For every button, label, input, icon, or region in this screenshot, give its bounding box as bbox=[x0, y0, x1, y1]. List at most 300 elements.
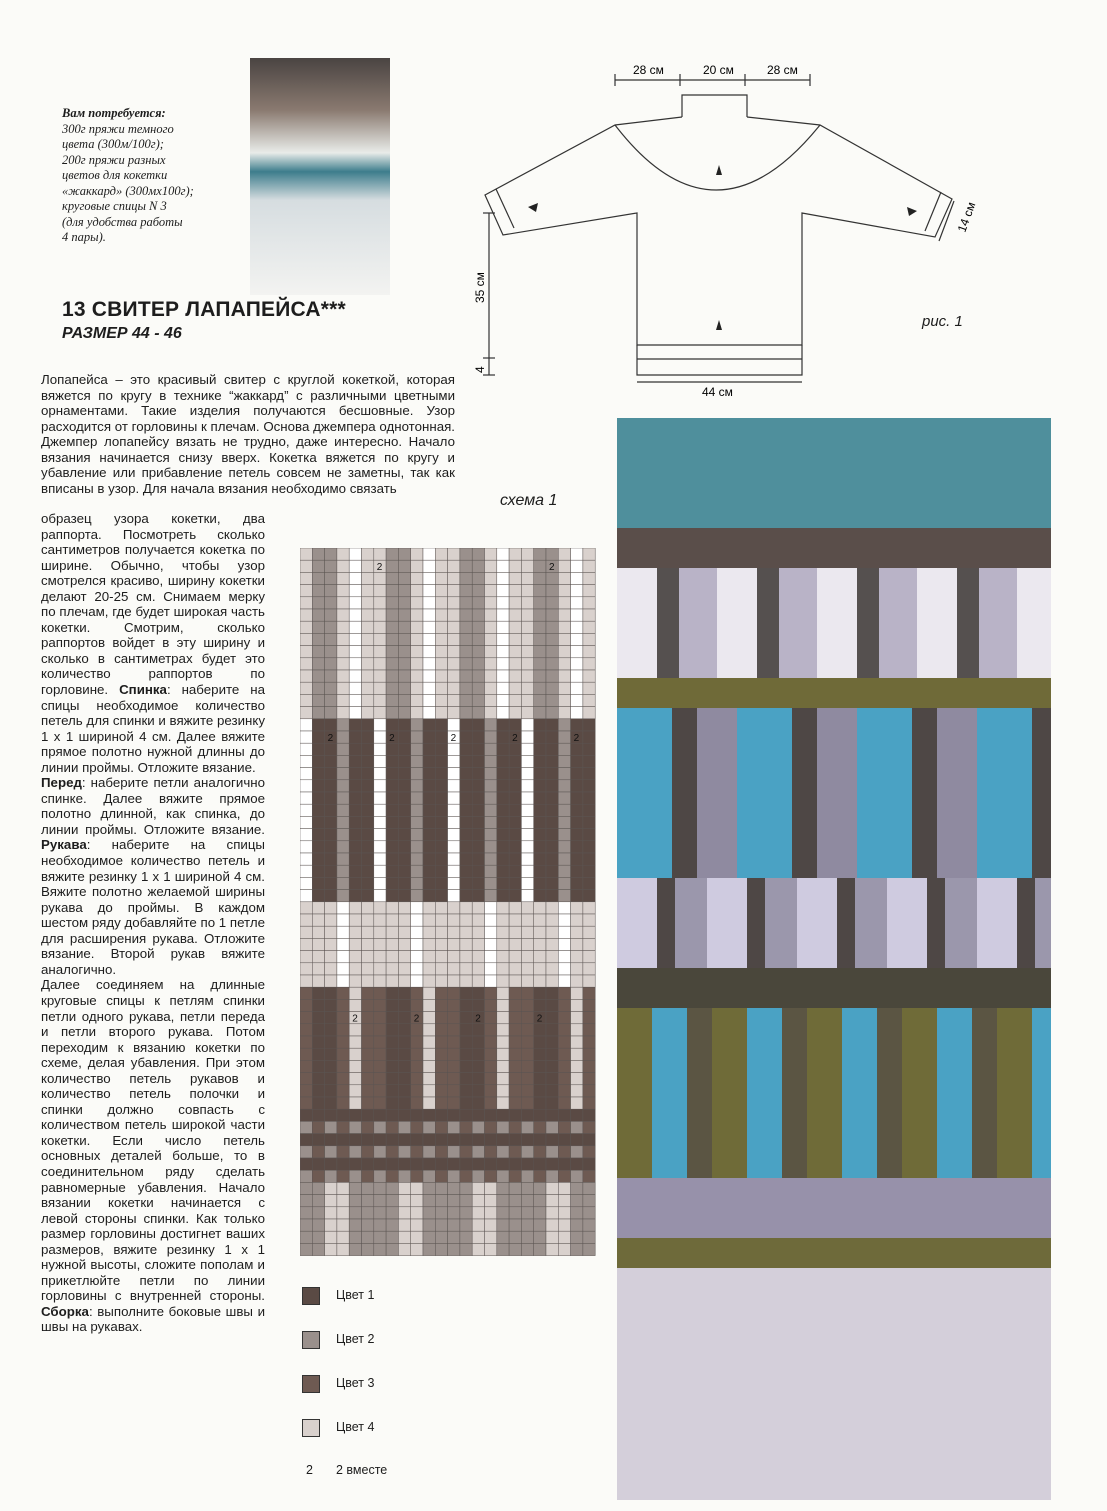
chart-cell bbox=[571, 853, 583, 865]
chart-cell bbox=[362, 1231, 374, 1243]
chart-cell bbox=[312, 755, 324, 767]
chart-cell bbox=[374, 1134, 386, 1146]
chart-cell bbox=[362, 621, 374, 633]
chart-cell bbox=[472, 682, 484, 694]
chart-cell bbox=[435, 1048, 447, 1060]
chart-cell bbox=[435, 1073, 447, 1085]
chart-cell bbox=[398, 1109, 410, 1121]
chart-cell bbox=[386, 719, 398, 731]
chart-cell bbox=[558, 853, 570, 865]
chart-cell bbox=[349, 719, 361, 731]
chart-cell bbox=[300, 572, 312, 584]
chart-cell bbox=[460, 1231, 472, 1243]
chart-cell bbox=[337, 560, 349, 572]
chart-cell bbox=[583, 1170, 595, 1182]
chart-cell bbox=[534, 1219, 546, 1231]
chart-cell bbox=[337, 1097, 349, 1109]
chart-decrease-mark: 2 bbox=[450, 733, 457, 744]
chart-cell bbox=[546, 1134, 558, 1146]
chart-cell bbox=[583, 1073, 595, 1085]
chart-cell bbox=[423, 1158, 435, 1170]
chart-cell bbox=[546, 1012, 558, 1024]
chart-cell bbox=[448, 1060, 460, 1072]
chart-cell bbox=[411, 719, 423, 731]
chart-cell bbox=[583, 914, 595, 926]
chart-cell bbox=[583, 621, 595, 633]
chart-cell bbox=[411, 560, 423, 572]
chart-cell bbox=[337, 829, 349, 841]
chart-cell bbox=[423, 951, 435, 963]
chart-cell bbox=[583, 938, 595, 950]
chart-cell bbox=[546, 951, 558, 963]
chart-cell bbox=[374, 1121, 386, 1133]
chart-cell bbox=[386, 1048, 398, 1060]
chart-cell bbox=[362, 853, 374, 865]
chart-cell bbox=[411, 1097, 423, 1109]
chart-cell bbox=[571, 694, 583, 706]
chart-cell bbox=[349, 768, 361, 780]
chart-cell bbox=[411, 1170, 423, 1182]
chart-cell bbox=[411, 768, 423, 780]
chart-cell bbox=[435, 963, 447, 975]
chart-cell bbox=[312, 719, 324, 731]
chart-cell bbox=[423, 670, 435, 682]
chart-cell bbox=[583, 926, 595, 938]
chart-cell bbox=[337, 902, 349, 914]
chart-cell bbox=[337, 768, 349, 780]
chart-cell bbox=[571, 621, 583, 633]
chart-cell bbox=[300, 1097, 312, 1109]
chart-cell bbox=[337, 841, 349, 853]
chart-cell bbox=[472, 926, 484, 938]
chart-cell bbox=[497, 902, 509, 914]
chart-cell bbox=[448, 621, 460, 633]
chart-cell bbox=[337, 1195, 349, 1207]
page-title: 13 СВИТЕР ЛАПАПЕЙСА*** bbox=[62, 298, 346, 321]
chart-cell bbox=[558, 999, 570, 1011]
chart-cell bbox=[325, 902, 337, 914]
chart-cell bbox=[435, 707, 447, 719]
chart-cell bbox=[485, 597, 497, 609]
chart-cell bbox=[521, 1024, 533, 1036]
chart-cell bbox=[362, 768, 374, 780]
chart-cell bbox=[300, 597, 312, 609]
chart-cell bbox=[534, 1146, 546, 1158]
chart-cell bbox=[423, 585, 435, 597]
chart-cell bbox=[546, 1048, 558, 1060]
chart-cell bbox=[325, 743, 337, 755]
chart-cell bbox=[337, 1207, 349, 1219]
chart-cell bbox=[362, 1024, 374, 1036]
chart-cell bbox=[546, 1231, 558, 1243]
chart-cell bbox=[300, 841, 312, 853]
chart-cell bbox=[312, 841, 324, 853]
chart-cell bbox=[386, 938, 398, 950]
chart-cell bbox=[534, 804, 546, 816]
chart-cell bbox=[435, 877, 447, 889]
chart-cell bbox=[472, 902, 484, 914]
chart-cell bbox=[374, 658, 386, 670]
chart-cell bbox=[349, 1134, 361, 1146]
chart-cell bbox=[423, 609, 435, 621]
chart-cell bbox=[337, 1219, 349, 1231]
chart-cell bbox=[521, 1121, 533, 1133]
chart-cell bbox=[448, 829, 460, 841]
chart-cell bbox=[521, 646, 533, 658]
chart-cell bbox=[583, 1109, 595, 1121]
size-subtitle: РАЗМЕР 44 - 46 bbox=[62, 325, 182, 342]
chart-cell bbox=[558, 1170, 570, 1182]
chart-cell bbox=[509, 1243, 521, 1255]
chart-cell bbox=[411, 890, 423, 902]
chart-cell bbox=[521, 1219, 533, 1231]
chart-cell bbox=[386, 1170, 398, 1182]
chart-cell bbox=[521, 1073, 533, 1085]
chart-cell bbox=[423, 1012, 435, 1024]
chart-cell bbox=[546, 987, 558, 999]
chart-cell bbox=[362, 877, 374, 889]
chart-cell bbox=[472, 572, 484, 584]
chart-cell bbox=[497, 1182, 509, 1194]
chart-cell bbox=[521, 865, 533, 877]
chart-cell bbox=[349, 792, 361, 804]
chart-cell bbox=[509, 1073, 521, 1085]
chart-cell bbox=[472, 841, 484, 853]
chart-cell bbox=[485, 1146, 497, 1158]
chart-cell bbox=[448, 902, 460, 914]
chart-cell bbox=[472, 951, 484, 963]
chart-cell bbox=[362, 804, 374, 816]
chart-cell bbox=[349, 1146, 361, 1158]
chart-cell bbox=[349, 1024, 361, 1036]
chart-cell bbox=[509, 1085, 521, 1097]
chart-cell bbox=[521, 914, 533, 926]
chart-cell bbox=[300, 1207, 312, 1219]
chart-cell bbox=[349, 694, 361, 706]
chart-cell bbox=[558, 1097, 570, 1109]
chart-cell bbox=[509, 694, 521, 706]
chart-cell bbox=[435, 682, 447, 694]
chart-cell bbox=[423, 548, 435, 560]
chart-decrease-mark: 2 bbox=[549, 562, 555, 574]
chart-cell bbox=[325, 585, 337, 597]
supplies-heading: Вам потребуется: bbox=[62, 106, 166, 120]
chart-cell bbox=[423, 1109, 435, 1121]
chart-cell bbox=[423, 1048, 435, 1060]
chart-cell bbox=[398, 1158, 410, 1170]
chart-cell bbox=[571, 1012, 583, 1024]
chart-cell bbox=[300, 1109, 312, 1121]
chart-cell bbox=[460, 1085, 472, 1097]
chart-cell bbox=[583, 1085, 595, 1097]
chart-cell bbox=[460, 1060, 472, 1072]
chart-cell bbox=[362, 1146, 374, 1158]
chart-cell bbox=[546, 548, 558, 560]
chart-cell bbox=[423, 1243, 435, 1255]
chart-cell bbox=[423, 560, 435, 572]
chart-cell bbox=[374, 951, 386, 963]
chart-cell bbox=[558, 670, 570, 682]
chart-cell bbox=[312, 975, 324, 987]
chart-cell bbox=[485, 609, 497, 621]
chart-cell bbox=[509, 548, 521, 560]
chart-cell bbox=[362, 1121, 374, 1133]
chart-cell bbox=[485, 1195, 497, 1207]
chart-cell bbox=[325, 597, 337, 609]
chart-cell bbox=[509, 719, 521, 731]
chart-cell bbox=[583, 548, 595, 560]
chart-cell bbox=[497, 731, 509, 743]
chart-cell bbox=[435, 1182, 447, 1194]
chart-cell bbox=[460, 548, 472, 560]
chart-cell bbox=[472, 987, 484, 999]
chart-cell bbox=[325, 1060, 337, 1072]
chart-cell bbox=[472, 609, 484, 621]
chart-cell bbox=[571, 865, 583, 877]
chart-cell bbox=[386, 1134, 398, 1146]
chart-cell bbox=[337, 707, 349, 719]
chart-cell bbox=[497, 682, 509, 694]
chart-cell bbox=[534, 694, 546, 706]
chart-cell bbox=[386, 975, 398, 987]
chart-cell bbox=[325, 1219, 337, 1231]
chart-cell bbox=[398, 1024, 410, 1036]
chart-cell bbox=[349, 621, 361, 633]
chart-cell bbox=[423, 597, 435, 609]
chart-cell bbox=[435, 853, 447, 865]
chart-cell bbox=[374, 694, 386, 706]
chart-cell bbox=[546, 707, 558, 719]
chart-cell bbox=[460, 1024, 472, 1036]
chart-cell bbox=[374, 1158, 386, 1170]
chart-cell bbox=[374, 1024, 386, 1036]
chart-cell bbox=[485, 755, 497, 767]
chart-cell bbox=[423, 633, 435, 645]
chart-cell bbox=[300, 999, 312, 1011]
chart-cell bbox=[485, 780, 497, 792]
chart-cell bbox=[448, 987, 460, 999]
chart-cell bbox=[398, 816, 410, 828]
chart-cell bbox=[485, 572, 497, 584]
chart-cell bbox=[374, 914, 386, 926]
chart-cell bbox=[300, 829, 312, 841]
chart-cell bbox=[571, 707, 583, 719]
chart-cell bbox=[521, 926, 533, 938]
chart-cell bbox=[386, 560, 398, 572]
chart-cell bbox=[497, 1170, 509, 1182]
chart-cell bbox=[398, 853, 410, 865]
chart-cell bbox=[448, 792, 460, 804]
chart-cell bbox=[571, 572, 583, 584]
chart-cell bbox=[435, 951, 447, 963]
chart-cell bbox=[546, 755, 558, 767]
chart-cell bbox=[386, 1097, 398, 1109]
chart-cell bbox=[398, 1036, 410, 1048]
chart-cell bbox=[362, 816, 374, 828]
chart-cell bbox=[546, 1182, 558, 1194]
chart-cell bbox=[534, 999, 546, 1011]
chart-cell bbox=[362, 707, 374, 719]
chart-cell bbox=[546, 963, 558, 975]
chart-cell bbox=[460, 609, 472, 621]
chart-cell bbox=[571, 585, 583, 597]
chart-cell bbox=[497, 707, 509, 719]
chart-cell bbox=[521, 1085, 533, 1097]
chart-cell bbox=[558, 816, 570, 828]
chart-cell bbox=[362, 1036, 374, 1048]
chart-cell bbox=[485, 1109, 497, 1121]
chart-cell bbox=[362, 1182, 374, 1194]
chart-cell bbox=[448, 1158, 460, 1170]
chart-cell bbox=[448, 975, 460, 987]
chart-cell bbox=[374, 890, 386, 902]
chart-cell bbox=[460, 658, 472, 670]
chart-cell bbox=[534, 877, 546, 889]
chart-cell bbox=[435, 914, 447, 926]
chart-cell bbox=[411, 1073, 423, 1085]
chart-cell bbox=[485, 841, 497, 853]
chart-cell bbox=[497, 804, 509, 816]
chart-cell bbox=[362, 792, 374, 804]
chart-cell bbox=[546, 1121, 558, 1133]
chart-cell bbox=[546, 938, 558, 950]
chart-cell bbox=[571, 1060, 583, 1072]
legend-label-color-4: Цвет 4 bbox=[336, 1420, 375, 1434]
chart-cell bbox=[312, 633, 324, 645]
chart-cell bbox=[349, 1121, 361, 1133]
chart-cell bbox=[312, 1134, 324, 1146]
chart-cell bbox=[497, 792, 509, 804]
chart-cell bbox=[362, 548, 374, 560]
text-paragraph: образец узора кокетки, два раппорта. Посмотреть сколько сантиметров получается кокетка по ширине. Обычно, чтобы узор смотрелся красиво, ширину кокетки делают 20-25 см. Снимаем мерку по плечам, где будет широкая часть кокетки. Смотрим, сколько раппортов войдет в эту ширину и сколько в сантиметрах будет это количество раппортов по горловине. bbox=[41, 511, 265, 698]
chart-cell bbox=[325, 670, 337, 682]
chart-cell bbox=[398, 1060, 410, 1072]
chart-cell bbox=[312, 780, 324, 792]
chart-cell bbox=[362, 1060, 374, 1072]
chart-cell bbox=[497, 853, 509, 865]
chart-cell bbox=[411, 963, 423, 975]
chart-cell bbox=[337, 804, 349, 816]
chart-cell bbox=[485, 682, 497, 694]
chart-cell bbox=[398, 1170, 410, 1182]
chart-cell bbox=[411, 597, 423, 609]
chart-cell bbox=[411, 975, 423, 987]
chart-cell bbox=[337, 1036, 349, 1048]
chart-cell bbox=[337, 743, 349, 755]
chart-cell bbox=[497, 1146, 509, 1158]
chart-cell bbox=[312, 597, 324, 609]
chart-cell bbox=[386, 963, 398, 975]
chart-cell bbox=[558, 585, 570, 597]
chart-cell bbox=[583, 694, 595, 706]
chart-cell bbox=[423, 816, 435, 828]
chart-cell bbox=[423, 1146, 435, 1158]
chart-cell bbox=[349, 755, 361, 767]
chart-cell bbox=[374, 926, 386, 938]
chart-cell bbox=[485, 853, 497, 865]
chart-cell bbox=[571, 743, 583, 755]
chart-cell bbox=[546, 768, 558, 780]
chart-cell bbox=[386, 890, 398, 902]
chart-cell bbox=[398, 646, 410, 658]
chart-cell bbox=[448, 1073, 460, 1085]
chart-cell bbox=[571, 670, 583, 682]
chart-cell bbox=[583, 1231, 595, 1243]
chart-cell bbox=[386, 670, 398, 682]
chart-cell bbox=[362, 670, 374, 682]
supplies-line: 300г пряжи темного bbox=[62, 121, 174, 136]
chart-cell bbox=[362, 560, 374, 572]
chart-cell bbox=[460, 694, 472, 706]
chart-cell bbox=[411, 1207, 423, 1219]
chart-cell bbox=[583, 682, 595, 694]
chart-cell bbox=[497, 1073, 509, 1085]
chart-cell bbox=[349, 829, 361, 841]
chart-cell bbox=[460, 743, 472, 755]
chart-cell bbox=[460, 1048, 472, 1060]
chart-cell bbox=[349, 1158, 361, 1170]
chart-cell bbox=[448, 1097, 460, 1109]
chart-cell bbox=[325, 646, 337, 658]
chart-cell bbox=[485, 1219, 497, 1231]
chart-cell bbox=[337, 1243, 349, 1255]
chart-cell bbox=[411, 816, 423, 828]
chart-cell bbox=[423, 658, 435, 670]
chart-cell bbox=[398, 633, 410, 645]
chart-cell bbox=[312, 1121, 324, 1133]
chart-cell bbox=[398, 1073, 410, 1085]
chart-cell bbox=[534, 926, 546, 938]
chart-cell bbox=[571, 1182, 583, 1194]
chart-cell bbox=[312, 621, 324, 633]
chart-cell bbox=[571, 1195, 583, 1207]
chart-cell bbox=[448, 585, 460, 597]
chart-cell bbox=[423, 768, 435, 780]
chart-cell bbox=[472, 719, 484, 731]
chart-cell bbox=[374, 1146, 386, 1158]
chart-cell bbox=[349, 1060, 361, 1072]
chart-cell bbox=[435, 1231, 447, 1243]
chart-cell bbox=[362, 914, 374, 926]
chart-cell bbox=[423, 938, 435, 950]
chart-cell bbox=[312, 1036, 324, 1048]
chart-cell bbox=[509, 938, 521, 950]
chart-cell bbox=[312, 914, 324, 926]
chart-cell bbox=[558, 1243, 570, 1255]
chart-cell bbox=[349, 560, 361, 572]
chart-cell bbox=[558, 1012, 570, 1024]
chart-cell bbox=[374, 841, 386, 853]
chart-cell bbox=[411, 829, 423, 841]
chart-cell bbox=[374, 633, 386, 645]
chart-cell bbox=[386, 841, 398, 853]
chart-cell bbox=[558, 1158, 570, 1170]
chart-cell bbox=[583, 585, 595, 597]
chart-cell bbox=[312, 646, 324, 658]
chart-cell bbox=[423, 755, 435, 767]
chart-cell bbox=[337, 1231, 349, 1243]
chart-cell bbox=[362, 1012, 374, 1024]
chart-cell bbox=[521, 999, 533, 1011]
chart-cell bbox=[435, 1146, 447, 1158]
chart-cell bbox=[337, 621, 349, 633]
jacquard-chart bbox=[300, 548, 596, 1263]
chart-cell bbox=[362, 658, 374, 670]
chart-cell bbox=[460, 572, 472, 584]
chart-cell bbox=[337, 1109, 349, 1121]
chart-cell bbox=[448, 755, 460, 767]
chart-cell bbox=[534, 1158, 546, 1170]
